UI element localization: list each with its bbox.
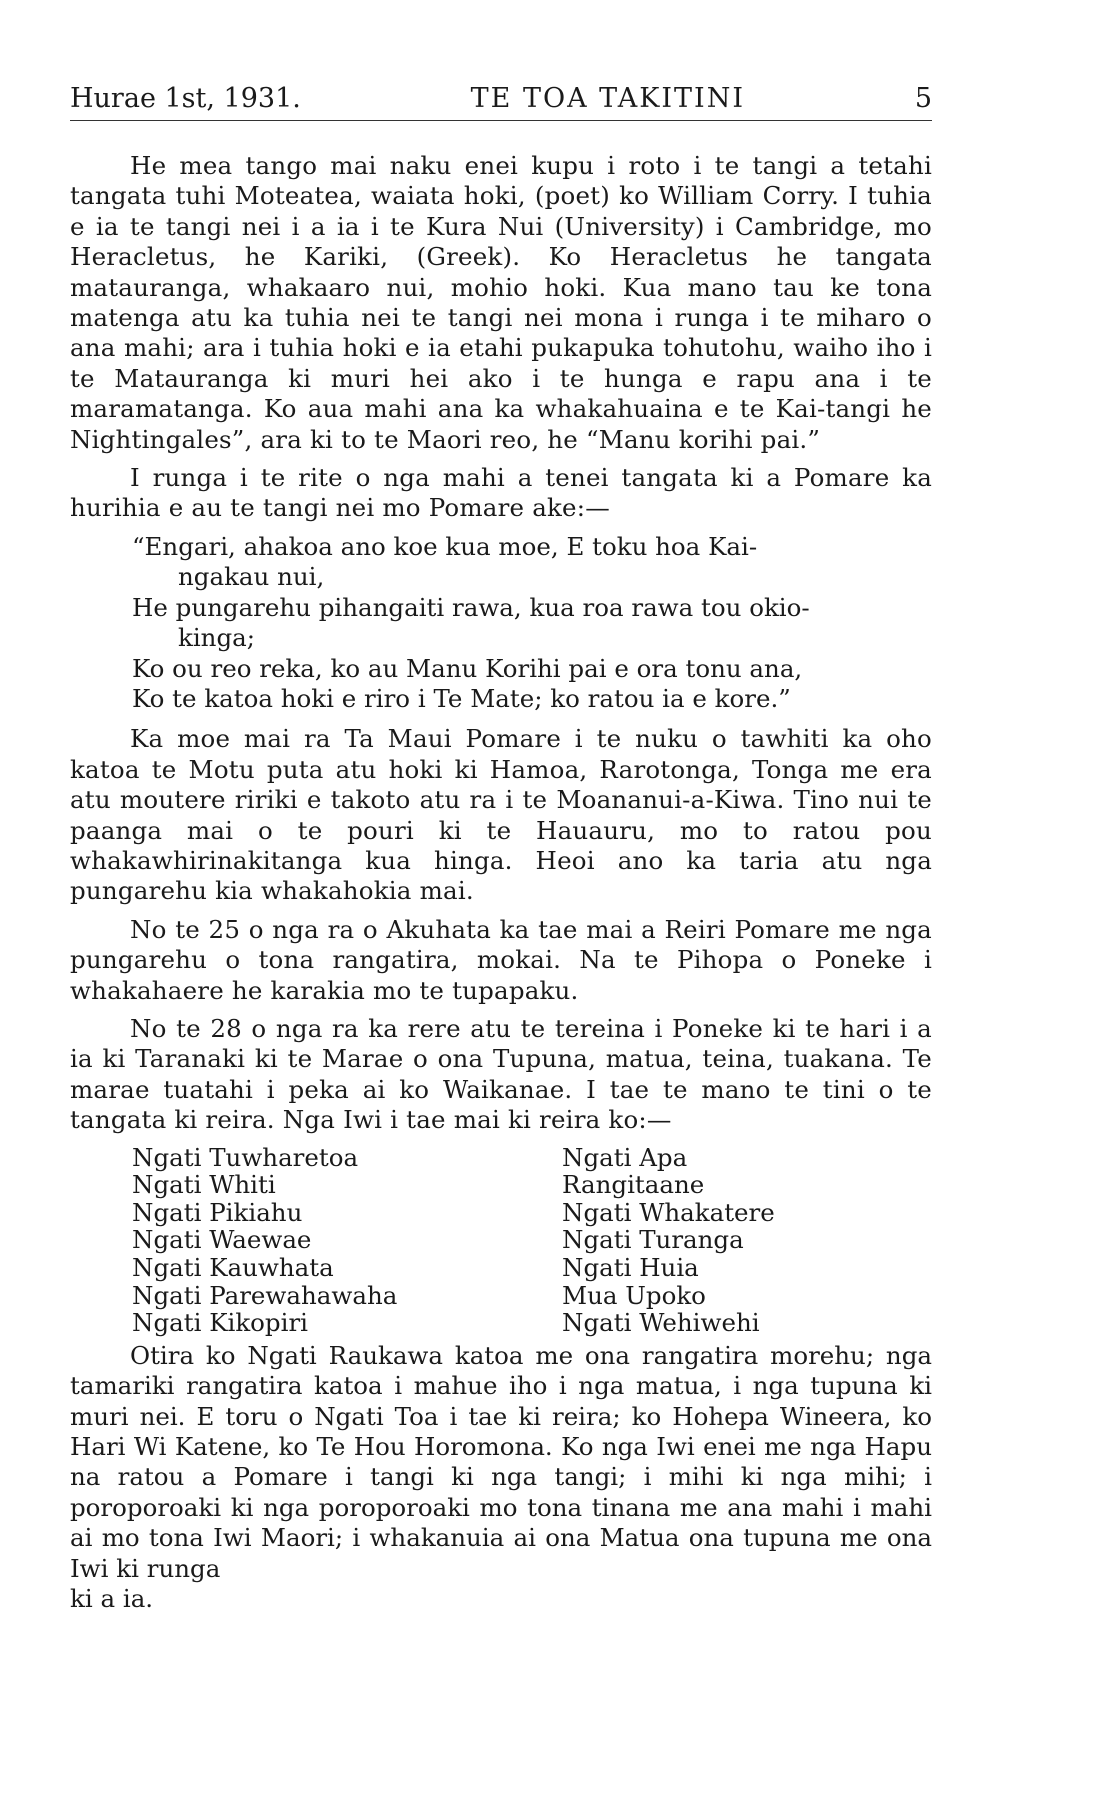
poem-line: He pungarehu pihangaiti rawa, kua roa rawa tou okio- [132,592,810,622]
paragraph-train-journey: No te 28 o nga ra ka rere atu te tereina i Poneke ki te hari i a ia ki Taranaki ki te Marae o ona Tupuna, matua, teina, tuakana. Te marae tuatahi i peka ai ko Waikanae. I tae te mano te tini o te tangata ki reira. Nga Iwi i tae mai ki reira ko:— [70,1013,932,1135]
tribe-list-item: Ngati Whiti [132,1170,276,1200]
paragraph-death-news: Ka moe mai ra Ta Maui Pomare i te nuku o tawhiti ka oho katoa te Motu puta atu hoki ki Hamoa, Rarotonga, Tonga me era atu moutere ririki e takoto atu ra i te Moananui-a-Kiwa. Tino nui te paanga mai o te pouri ki te Hauauru, mo to ratou pou whakawhirinakitanga kua hinga. Heoi ano ka taria atu nga pungarehu kia whakahokia mai. [70,724,932,906]
publication-title: TE TOA TAKITINI [470,83,746,114]
tribe-list-item: Rangitaane [562,1170,705,1200]
tribe-list-item: Ngati Kikopiri [132,1308,308,1338]
paragraph-mourners [70,1341,932,1615]
tribe-list-item: Ngati Apa [562,1142,688,1172]
paragraph-mourners-body: Otira ko Ngati Raukawa katoa me ona rangatira morehu; nga tamariki rangatira katoa i mahue iho i nga matua, i nga tupuna ki muri nei. E toru o Ngati Toa i tae ki reira; ko Hohepa Wineera, ko Hari Wi Katene, ko Te Hou Horomona. Ko nga Iwi enei me nga Hapu na ratou a Pomare i tangi ki nga tangi; i mihi ki nga mihi; i poroporoaki ki nga poroporoaki mo tona tinana me ana mahi i mahi ai mo tona Iwi Maori; i whakanuia ai ona Matua ona tupuna me ona Iwi ki runga [70,1340,932,1583]
running-head [70,82,932,121]
poem-line-wrap: kinga; [178,623,256,653]
tribe-list-item: Ngati Kauwhata [132,1252,334,1282]
tribe-list-item: Ngati Turanga [562,1225,744,1255]
tribe-list [70,1144,932,1337]
paragraph-translation-note: I runga i te rite o nga mahi a tenei tangata ki a Pomare ka hurihia e au te tangi nei mo Pomare ake:— [70,463,932,523]
tribe-list-item: Ngati Parewahawaha [132,1280,398,1310]
paragraph-intro: He mea tango mai naku enei kupu i roto i te tangi a tetahi tangata tuhi Moteatea, waiata hoki, (poet) ko William Corry. I tuhia e ia te tangi nei i a ia i te Kura Nui (University) i Cambridge, mo Heracletus, he Kariki, (Greek). Ko Heracletus he tangata matauranga, whakaaro nui, mohio hoki. Kua mano tau ke tona matenga atu ka tuhia nei te tangi nei mona i runga i te miharo o ana mahi; ara i tuhia hoki e ia etahi pukapuka tohutohu, waiho iho i te Matauranga ki muri hei ako i te hunga e rapu ana i te maramatanga. Ko aua mahi ana ka whakahuaina e te Kai-tangi he Nightingales”, ara ki to te Maori reo, he “Manu korihi pai.” [70,151,932,454]
tribe-list-item: Ngati Pikiahu [132,1197,303,1227]
paragraph-ashes-arrival: No te 25 o nga ra o Akuhata ka tae mai a Reiri Pomare me nga pungarehu o tona rangatira, mokai. Na te Pihopa o Poneke i whakahaere he karakia mo te tupapaku. [70,914,932,1005]
poem-line: Ko ou reo reka, ko au Manu Korihi pai e ora tonu ana, [132,653,803,683]
poem-line-wrap: ngakau nui, [178,562,325,592]
document-page [70,82,932,1614]
tribe-list-item: Ngati Tuwharetoa [132,1142,359,1172]
tribe-list-item: Ngati Whakatere [562,1197,775,1227]
poem-quote [70,532,932,714]
tribe-list-item: Mua Upoko [562,1280,706,1310]
issue-date: Hurae 1st, 1931. [70,83,301,114]
poem-line: Ko te katoa hoki e riro i Te Mate; ko ratou ia e kore.” [132,683,791,713]
tribe-list-item: Ngati Waewae [132,1225,312,1255]
tribe-list-item: Ngati Wehiwehi [562,1308,760,1338]
paragraph-mourners-last-line: ki a ia. [70,1584,154,1613]
page-number: 5 [914,83,932,114]
poem-line: “Engari, ahakoa ano koe kua moe, E toku hoa Kai- [132,531,758,561]
tribe-list-item: Ngati Huia [562,1252,699,1282]
